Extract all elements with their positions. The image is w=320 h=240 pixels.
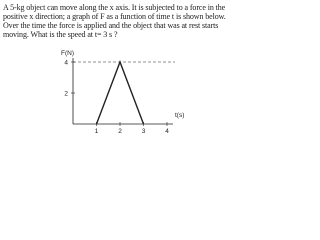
x-axis-label: t(s) xyxy=(175,112,185,119)
x-tick-label-3: 3 xyxy=(141,128,146,135)
y-tick-label-4: 4 xyxy=(64,59,68,67)
problem-line-4: moving. What is the speed at t= 3 s ? xyxy=(3,30,118,39)
force-time-graph xyxy=(0,0,226,135)
problem-line-3: Over the time the force is applied and the object that was at rest starts xyxy=(3,21,219,30)
y-ticks xyxy=(64,59,75,97)
x-tick-label-4: 4 xyxy=(165,128,169,135)
problem-line-1: A 5-kg object can move along the x axis. It is subjected to a force in the xyxy=(3,3,226,12)
y-axis-label: F(N) xyxy=(61,50,74,57)
x-tick-label-1: 1 xyxy=(94,128,99,135)
force-series-line xyxy=(97,62,144,124)
problem-line-2: positive x direction; a graph of F as a function of time t is shown below. xyxy=(3,12,226,21)
y-tick-label-2: 2 xyxy=(64,90,68,98)
x-tick-label-2: 2 xyxy=(118,128,122,135)
